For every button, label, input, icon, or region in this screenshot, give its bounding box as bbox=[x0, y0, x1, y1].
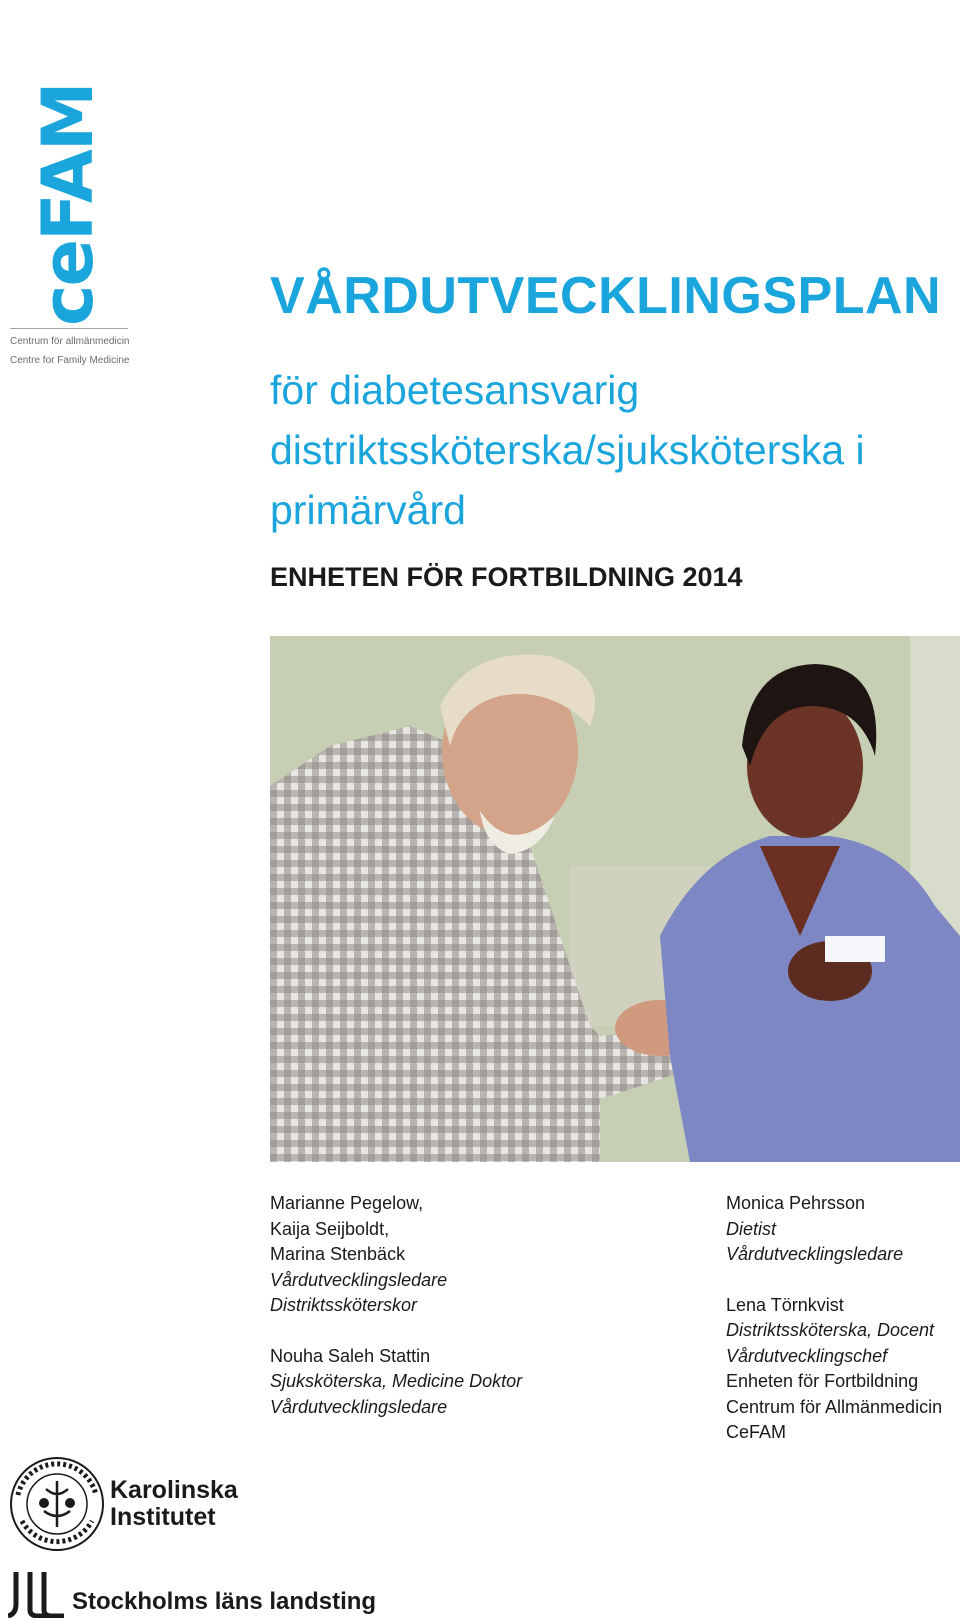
author-role: Sjuksköterska, Medicine Doktor bbox=[270, 1371, 523, 1391]
author-role: Vårdutvecklingsledare bbox=[726, 1244, 904, 1264]
author-organization: Centrum för Allmänmedicin bbox=[726, 1396, 943, 1417]
credits-right-column bbox=[726, 1191, 960, 1446]
karolinska-name-line1: Karolinska bbox=[110, 1476, 238, 1504]
author-name: Lena Törnkvist bbox=[726, 1294, 844, 1315]
author-organization: CeFAM bbox=[726, 1422, 787, 1442]
spacer bbox=[270, 1319, 690, 1344]
spacer bbox=[726, 1268, 960, 1293]
karolinska-seal-icon bbox=[8, 1455, 106, 1553]
author-name: Marianne Pegelow, bbox=[270, 1193, 424, 1213]
document-title: VÅRDUTVECKLINGSPLAN bbox=[270, 267, 942, 325]
cefam-wordmark: ceFAM bbox=[27, 83, 109, 326]
name-badge bbox=[825, 936, 885, 962]
sll-mark-icon bbox=[8, 1570, 66, 1618]
author-name: Monica Pehrsson bbox=[726, 1193, 866, 1213]
author-role: Distriktssköterskor bbox=[270, 1295, 418, 1315]
document-subtitle: för diabetesansvarig distriktssköterska/sjuksköterska i primärvård bbox=[270, 367, 865, 533]
author-organization: Enheten för Fortbildning bbox=[726, 1371, 919, 1391]
cefam-subtitle-en: Centre for Family Medicine bbox=[10, 355, 130, 366]
author-role: Vårdutvecklingsledare bbox=[270, 1396, 448, 1417]
cefam-divider bbox=[10, 328, 128, 329]
author-role: Vårdutvecklingsledare bbox=[270, 1269, 448, 1290]
cover-photo bbox=[270, 636, 960, 1162]
author-name: Nouha Saleh Stattin bbox=[270, 1345, 431, 1366]
author-name: Marina Stenbäck bbox=[270, 1244, 406, 1264]
karolinska-name bbox=[110, 1477, 238, 1531]
document-unit: ENHETEN FÖR FORTBILDNING 2014 bbox=[270, 562, 743, 592]
cover-photo-illustration bbox=[270, 636, 960, 1162]
cefam-logo bbox=[8, 6, 128, 366]
author-name: Kaija Seijboldt, bbox=[270, 1218, 390, 1239]
author-role: Dietist bbox=[726, 1218, 777, 1239]
author-role: Vårdutvecklingschef bbox=[726, 1345, 888, 1366]
credits-left-column bbox=[270, 1191, 690, 1420]
karolinska-name-line2: Institutet bbox=[110, 1503, 216, 1531]
sll-name: Stockholms läns landsting bbox=[72, 1588, 377, 1615]
author-role: Distriktssköterska, Docent bbox=[726, 1320, 935, 1340]
sll-logo bbox=[8, 1570, 388, 1620]
karolinska-logo bbox=[8, 1455, 248, 1555]
cefam-subtitle-sv: Centrum för allmänmedicin bbox=[10, 336, 130, 347]
